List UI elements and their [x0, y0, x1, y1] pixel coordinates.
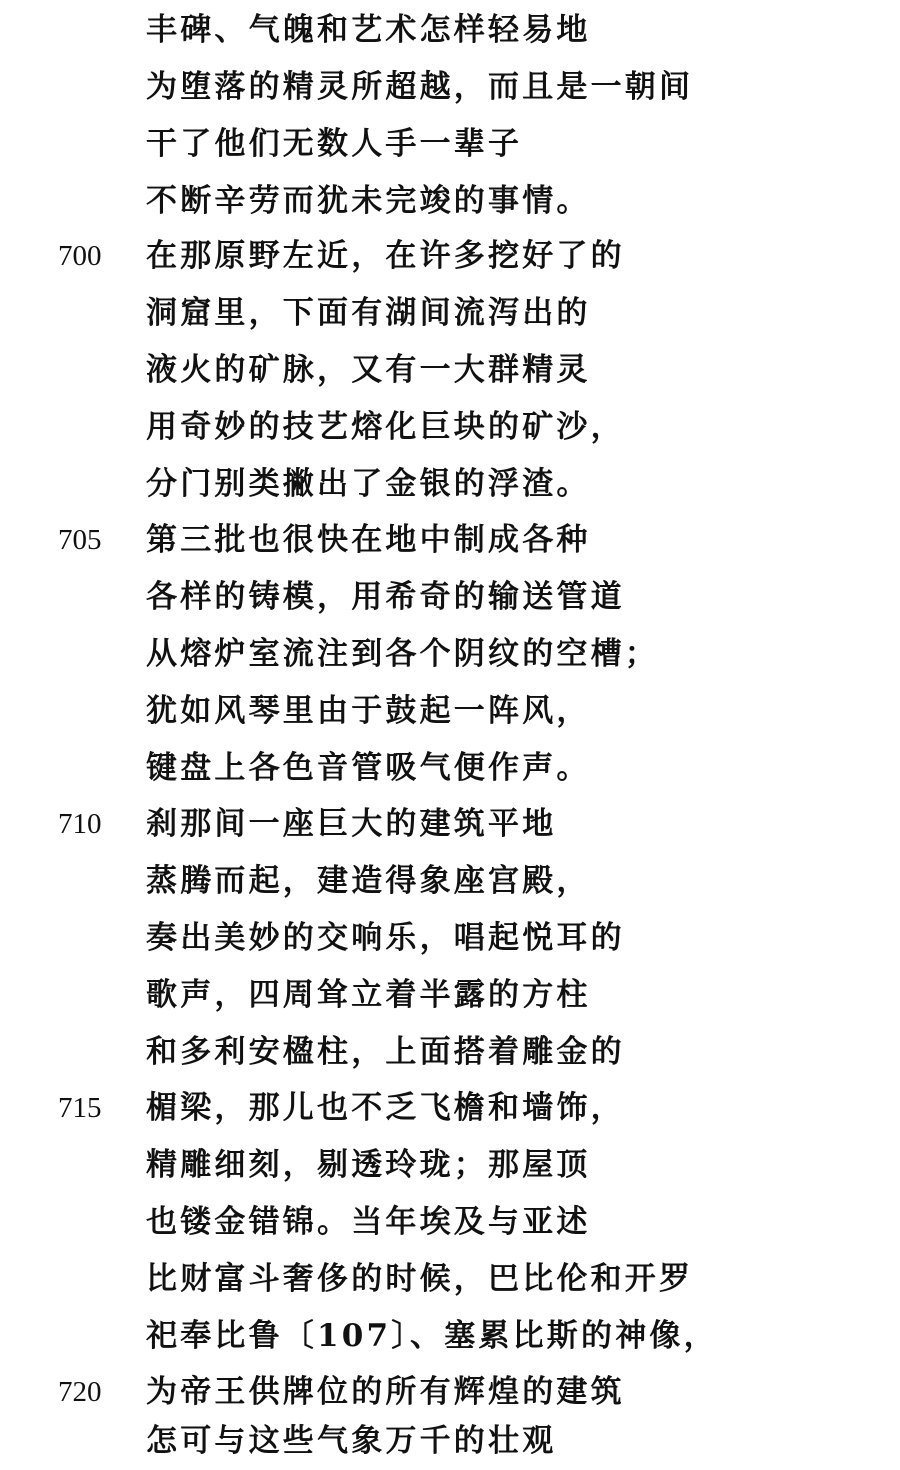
- poem-line: [0, 173, 900, 229]
- line-text: 也镂金错锦。当年埃及与亚述: [146, 1204, 591, 1240]
- line-text: 为堕落的精灵所超越，而且是一朝间: [146, 69, 694, 105]
- line-text: 在那原野左近，在许多挖好了的: [146, 238, 625, 274]
- poem-line: [0, 683, 900, 739]
- poem-line: [0, 967, 900, 1023]
- poem-line: [0, 399, 900, 455]
- line-text: 比财富斗奢侈的时候，巴比伦和开罗: [146, 1261, 694, 1297]
- line-text: 键盘上各色音管吸气便作声。: [146, 750, 591, 786]
- poem-line: [0, 1308, 900, 1364]
- line-text: 为帝王供牌位的所有辉煌的建筑: [146, 1374, 625, 1410]
- poem-line: [0, 910, 900, 966]
- poem-line: [0, 1024, 900, 1080]
- poem-line: [0, 1251, 900, 1307]
- line-text: 干了他们无数人手一辈子: [146, 126, 523, 162]
- line-text: 祀奉比鲁〔107〕、塞累比斯的神像，: [146, 1318, 718, 1354]
- line-text: 精雕细刻，剔透玲珑；那屋顶: [146, 1147, 591, 1183]
- line-number: 720: [58, 1376, 102, 1408]
- poem-line: [0, 626, 900, 682]
- poem-line: [0, 1364, 900, 1420]
- line-number: 710: [58, 808, 102, 840]
- line-text: 第三批也很快在地中制成各种: [146, 522, 591, 558]
- line-text: 奏出美妙的交响乐，唱起悦耳的: [146, 920, 625, 956]
- poem-line: [0, 512, 900, 568]
- line-text: 洞窟里，下面有湖间流泻出的: [146, 295, 591, 331]
- line-text: 犹如风琴里由于鼓起一阵风，: [146, 693, 591, 729]
- poem-line: [0, 456, 900, 512]
- poem-line: [0, 740, 900, 796]
- poem-line: [0, 228, 900, 284]
- poem-line: [0, 285, 900, 341]
- line-number: 700: [58, 240, 102, 272]
- line-text: 歌声，四周耸立着半露的方柱: [146, 977, 591, 1013]
- poem-line: [0, 116, 900, 172]
- poem-line: [0, 342, 900, 398]
- poem-line: [0, 1413, 900, 1469]
- line-text: 用奇妙的技艺熔化巨块的矿沙，: [146, 409, 625, 445]
- line-text: 丰碑、气魄和艺术怎样轻易地: [146, 12, 591, 48]
- line-text: 不断辛劳而犹未完竣的事情。: [146, 183, 591, 219]
- line-text: 刹那间一座巨大的建筑平地: [146, 806, 557, 842]
- poem-line: [0, 1194, 900, 1250]
- line-text: 液火的矿脉，又有一大群精灵: [146, 352, 591, 388]
- line-number: 705: [58, 524, 102, 556]
- poem-line: [0, 59, 900, 115]
- line-text: 分门别类撇出了金银的浮渣。: [146, 466, 591, 502]
- poem-line: [0, 569, 900, 625]
- poem-line: [0, 1080, 900, 1136]
- poem-line: [0, 1137, 900, 1193]
- line-number: 715: [58, 1092, 102, 1124]
- line-text: 楣梁，那儿也不乏飞檐和墙饰，: [146, 1090, 625, 1126]
- poem-line: [0, 2, 900, 58]
- poem-line: [0, 853, 900, 909]
- poem-line: [0, 796, 900, 852]
- line-text: 和多利安楹柱，上面搭着雕金的: [146, 1034, 625, 1070]
- line-text: 从熔炉室流注到各个阴纹的空槽；: [146, 636, 659, 672]
- line-text: 怎可与这些气象万千的壮观: [146, 1423, 557, 1459]
- line-text: 各样的铸模，用希奇的输送管道: [146, 579, 625, 615]
- line-text: 蒸腾而起，建造得象座宫殿，: [146, 863, 591, 899]
